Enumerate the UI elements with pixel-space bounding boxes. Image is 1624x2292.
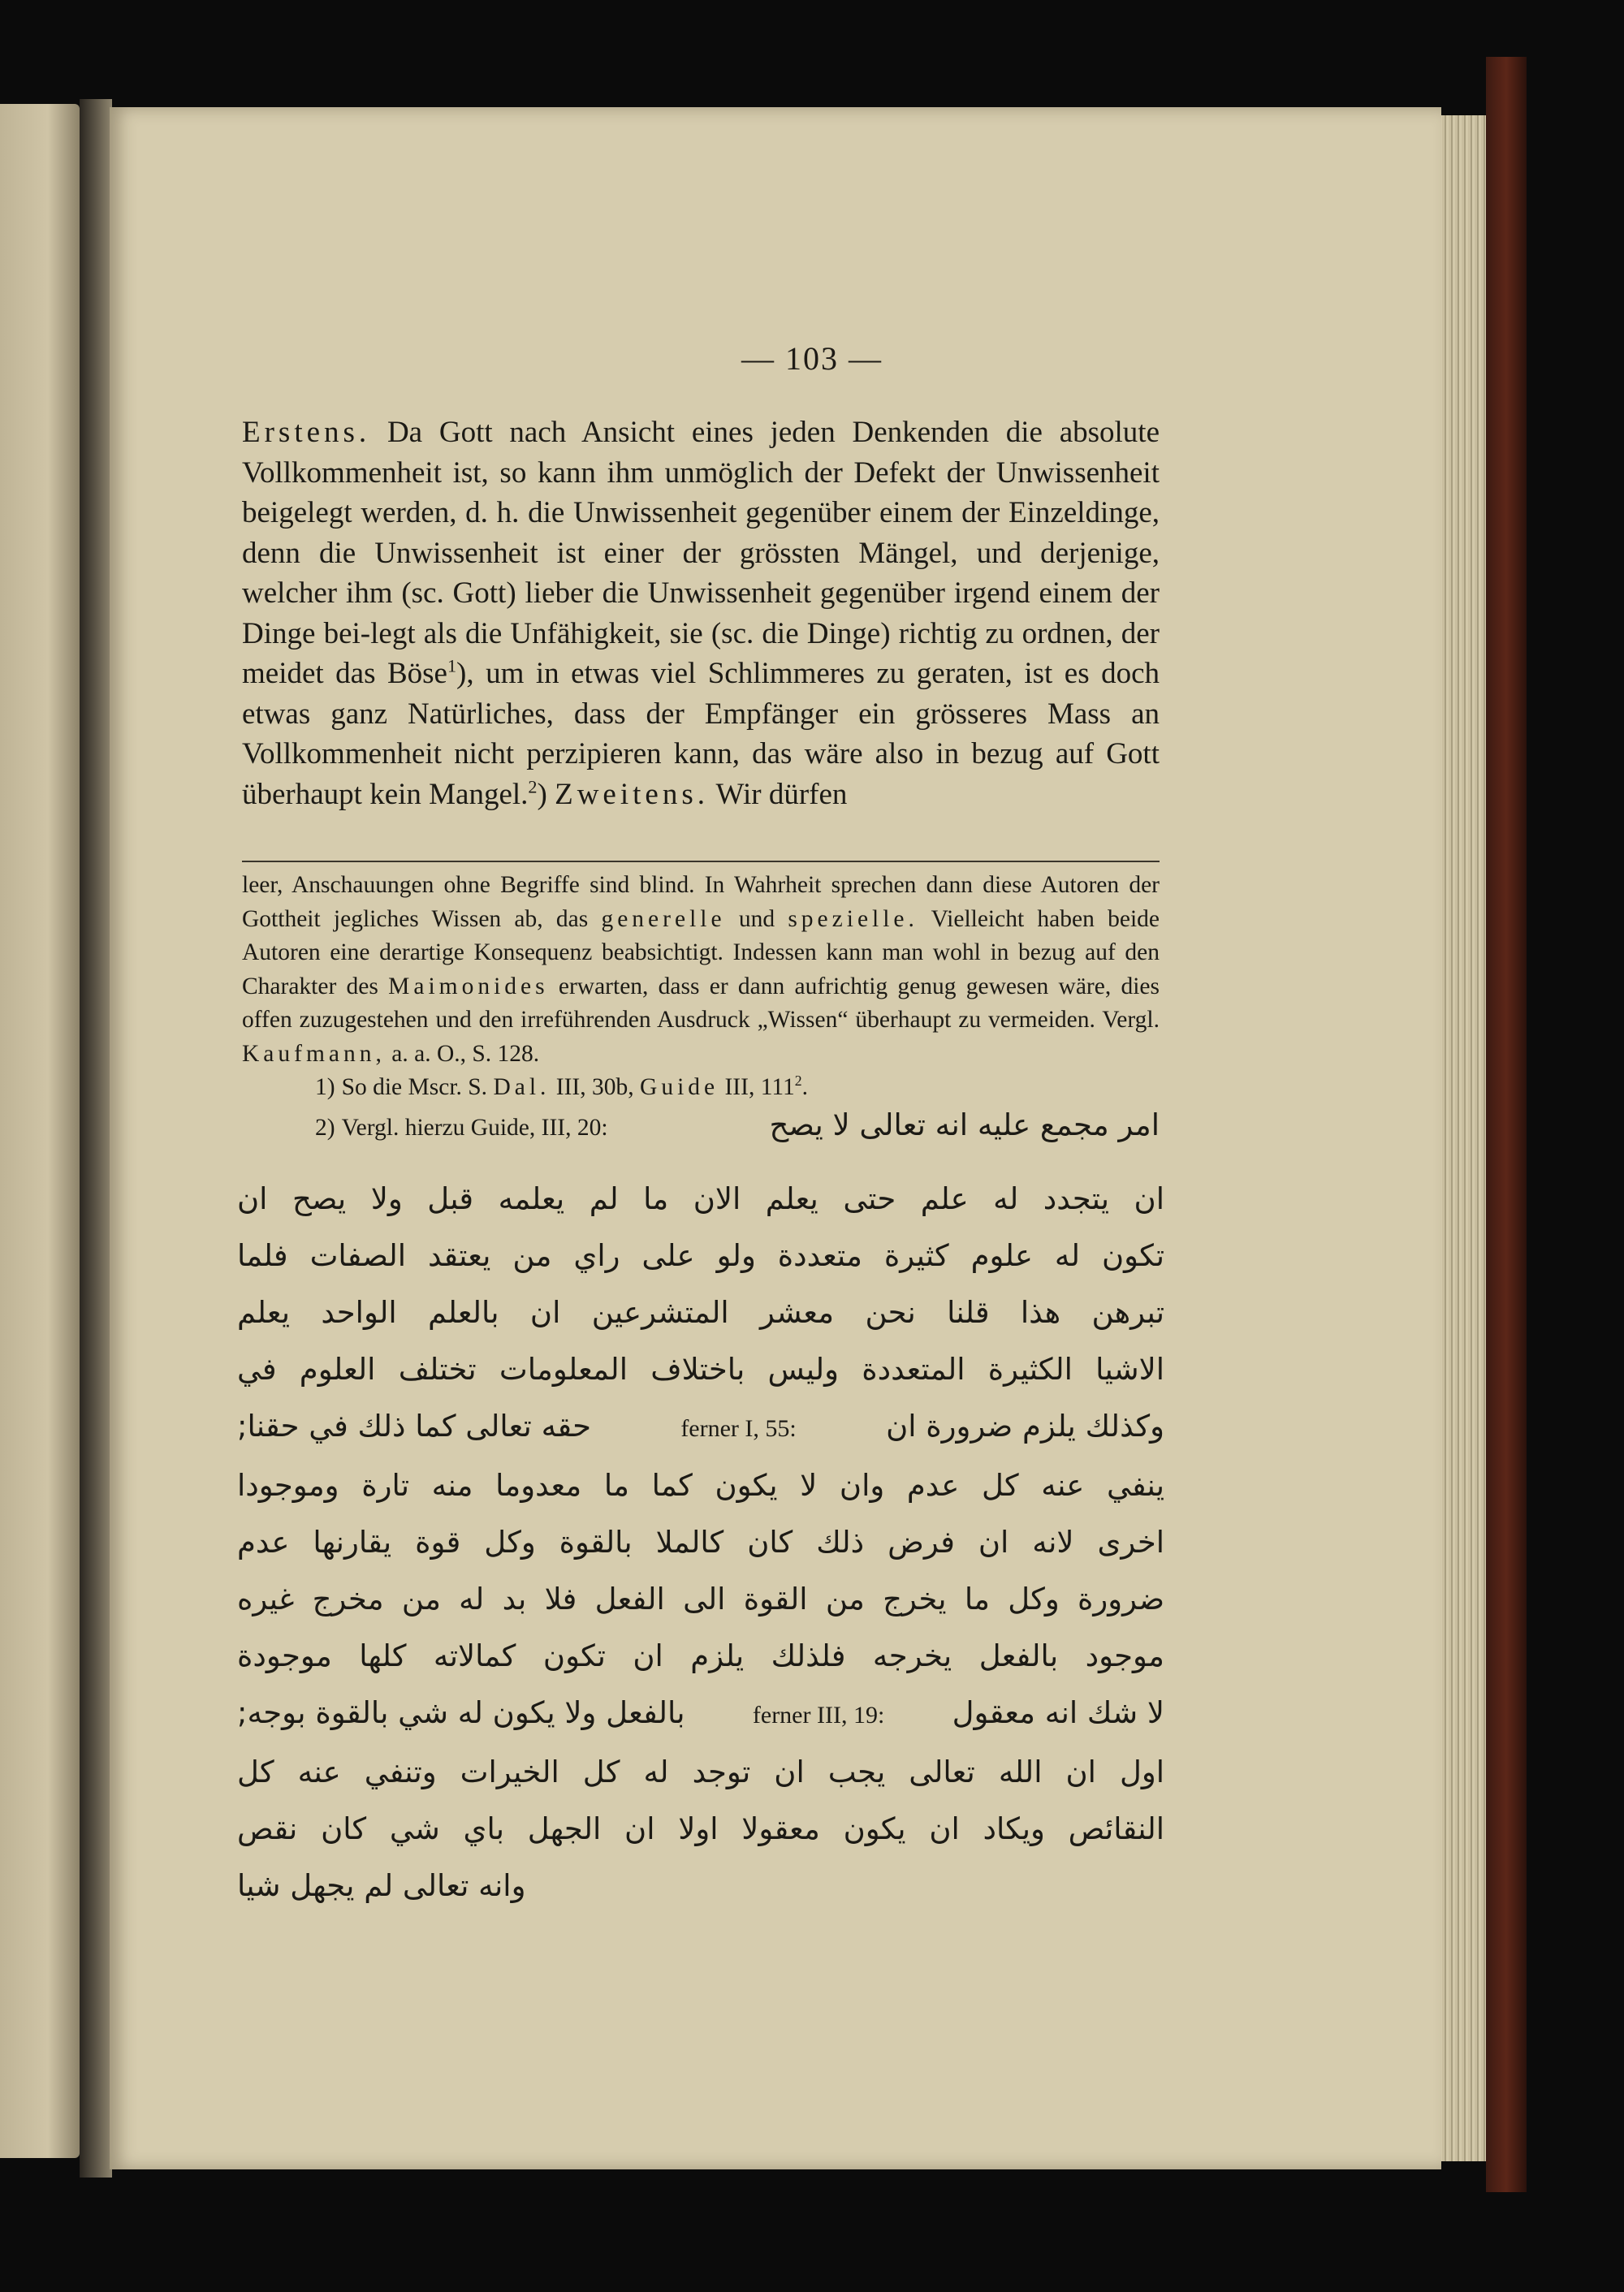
arabic-line-12: النقائص ويكاد ان يكون معقولا اولا ان الجهل باي شي كان نقص: [237, 1811, 1164, 1846]
fn1-mark: 1): [315, 1074, 335, 1100]
page-number: — 103 —: [741, 340, 883, 377]
arabic-line-3: تبرهن هذا قلنا نحن معشر المتشرعين ان بالعلم الواحد يعلم: [237, 1295, 1164, 1330]
arabic-line-10: [237, 1685, 1164, 1744]
paragraph: [242, 412, 1160, 814]
arabic-line-5-right: وكذلك يلزم ضرورة ان: [886, 1409, 1164, 1444]
arabic-line-7: اخرى لانه ان فرض ذلك كان كالملا بالقوة وكل قوة يقارنها عدم: [237, 1525, 1164, 1560]
lead-word: Erstens.: [242, 416, 371, 449]
fn2-arabic: امر مجمع عليه انه تعالى لا يصح: [769, 1107, 1160, 1142]
fn-text-a: leer, Anschauungen ohne Begriffe sind blind. In Wahrheit sprechen dann diese Autoren der Gottheit jegliches Wissen ab, das: [242, 872, 1160, 932]
arabic-line-1: ان يتجدد له علم حتى يعلم الان ما لم يعلمه قبل ولا يصح ان: [237, 1181, 1164, 1216]
fn-spezielle: spezielle.: [788, 905, 918, 932]
footnotes: [242, 869, 1160, 1145]
fn-text-d: erwarten, dass er dann aufrichtig genug gewesen wäre, dies offen zuzugestehen und den irreführenden Ausdruck „Wissen“ überhaupt zu vermeiden. Vergl.: [242, 973, 1160, 1033]
fn2-mark: 2): [315, 1114, 335, 1141]
arabic-line-10-right: لا شك انه معقول: [952, 1695, 1164, 1730]
arabic-line-5-left: حقه تعالى كما ذلك في حقنا;: [237, 1409, 591, 1444]
arabic-line-11: اول ان الله تعالى يجب ان توجد له كل الخيرات وتنفي عنه كل: [237, 1755, 1164, 1789]
footnote-ref-2: 2: [528, 776, 538, 797]
arabic-line-4: الاشيا الكثيرة المتعددة وليس باختلاف المعلومات تختلف العلوم في: [237, 1352, 1164, 1387]
footnote-1: [242, 1071, 1160, 1105]
footnote-rule: [242, 861, 1160, 862]
fn1-guide: Guide: [640, 1074, 719, 1100]
paragraph-text-b: ), um in etwas viel Schlimmeres zu geraten, ist es doch etwas ganz Natürliches, dass der Empfänger ein grösseres Mass an Vollkommenheit nicht perzipieren kann, das wäre also in bezug auf Gott überhaupt kein Mangel.: [242, 657, 1160, 811]
fn-text-b: und: [725, 905, 788, 932]
arabic-line-6: ينفي عنه كل عدم وان لا يكون كما ما معدوما منه تارة وموجودا: [237, 1468, 1164, 1503]
fn1-text-a: So die Mscr. S.: [341, 1074, 494, 1100]
arabic-line-2: تكون له علوم كثيرة متعددة ولو على راي من يعتقد الصفات فلما: [237, 1238, 1164, 1273]
paragraph-text-c: ): [537, 777, 555, 811]
fn2-text: Vergl. hierzu Guide, III, 20:: [341, 1114, 608, 1141]
paragraph-text-d: Wir dürfen: [708, 777, 848, 811]
fn1-text-d: .: [801, 1074, 808, 1100]
fn1-text-c: III, 111: [719, 1074, 795, 1100]
footnote-2: [242, 1108, 1160, 1146]
fn1-text-b: III, 30b,: [550, 1074, 641, 1100]
fn-text-c: Vielleicht haben beide Autoren eine derartige Konsequenz beabsichtigt. Indessen kann man wohl in bezug auf den Charakter des: [242, 905, 1160, 999]
arabic-line-10-latin: ferner III, 19:: [752, 1702, 885, 1729]
arabic-line-9: موجود بالفعل يخرجه فلذلك يلزم ان تكون كمالاته كلها موجودة: [237, 1638, 1164, 1673]
fn1-dal: Dal.: [493, 1074, 551, 1100]
left-page-edge: [0, 104, 80, 2158]
footnote-ref-1: 1: [447, 655, 457, 676]
arabic-line-13-text: وانه تعالى لم يجهل شيا: [237, 1868, 526, 1903]
fn-kaufmann: Kaufmann,: [242, 1040, 386, 1067]
arabic-quotation: [237, 1171, 1164, 1914]
arabic-line-5-latin: ferner I, 55:: [680, 1415, 797, 1442]
fn2-latin: [315, 1111, 608, 1146]
arabic-line-13: [237, 1858, 1164, 1914]
fn1-sup: 2: [794, 1073, 802, 1090]
book-gutter: [80, 99, 112, 2178]
arabic-line-8: ضرورة وكل ما يخرج من القوة الى الفعل فلا بد له من مخرج غيره: [237, 1582, 1164, 1616]
footnote-continuation: [242, 869, 1160, 1071]
arabic-line-10-left: بالفعل ولا يكون له شي بالقوة بوجه;: [237, 1695, 685, 1730]
fn-maimonides: Maimonides: [388, 973, 549, 999]
paragraph-text: Da Gott nach Ansicht eines jeden Denkenden die absolute Vollkommenheit ist, so kann ihm unmöglich der Defekt der Unwissenheit beigelegt werden, d. h. die Unwissenheit gegenüber einem der Einzeldinge, denn die Unwissenheit ist einer der grössten Mängel, und derjenige, welcher ihm (sc. Gott) lieber die Unwissenheit gegenüber irgend einem der Dinge bei-legt als die Unfähigkeit, sie (sc. die Dinge) richtig zu ordnen, der meidet das Böse: [242, 416, 1160, 690]
arabic-line-5: [237, 1398, 1164, 1457]
fn-text-e: a. a. O., S. 128.: [385, 1040, 540, 1067]
main-text: [242, 412, 1160, 814]
fn-generelle: generelle: [601, 905, 726, 932]
second-word: Zweitens.: [555, 777, 709, 811]
